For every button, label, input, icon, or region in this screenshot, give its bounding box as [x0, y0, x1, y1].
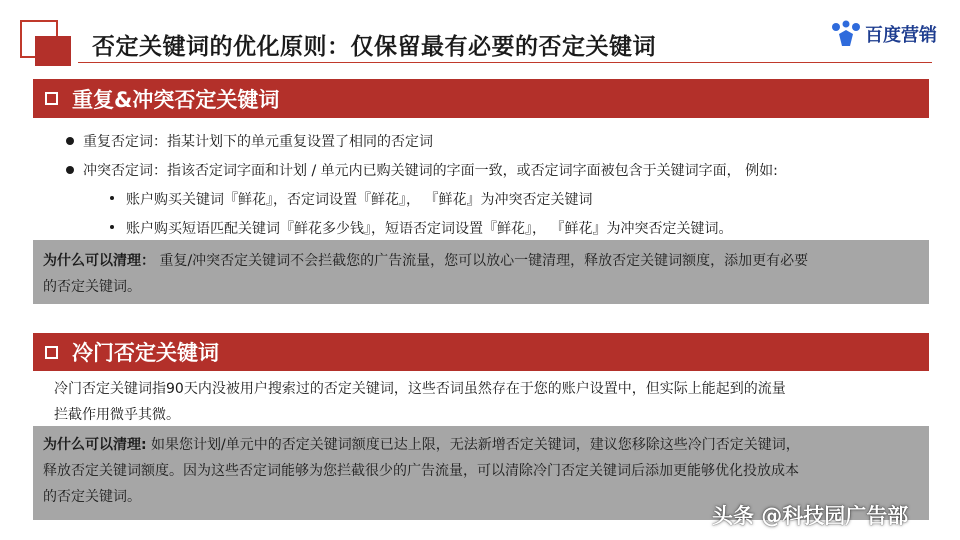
- sub-bullet-text: 账户购买短语匹配关键词『鲜花多少钱』，短语否定词设置『鲜花』， 『鲜花』为冲突否定关键词。: [126, 221, 733, 237]
- checkbox-square-icon: [45, 92, 58, 105]
- brand-logo: [830, 20, 937, 48]
- brand-name: 百度营销: [865, 25, 937, 46]
- bullet-icon: [66, 166, 74, 174]
- note-text: 重复/冲突否定关键词不会拦截您的广告流量，您可以放心一键清理，释放否定关键词额度，添加更有必要: [155, 253, 809, 269]
- note-label: 为什么可以清理:: [43, 437, 147, 453]
- baidu-marketing-logo-icon: [830, 20, 862, 48]
- section-heading: 重复&冲突否定关键词: [72, 87, 280, 112]
- bullet-icon: [66, 137, 74, 145]
- section-header-cold: [33, 333, 929, 371]
- section-header-duplicate-conflict: [33, 79, 929, 118]
- list-item: [110, 189, 592, 209]
- corner-decoration-fill: [35, 36, 71, 66]
- note-text: 如果您计划/单元中的否定关键词额度已达上限，无法新增否定关键词，建议您移除这些冷门否定关键词，: [146, 437, 800, 453]
- checkbox-square-icon: [45, 346, 58, 359]
- note-label: 为什么可以清理：: [43, 253, 155, 269]
- watermark: 头条 @科技园广告部: [712, 504, 909, 528]
- sub-bullet-icon: [110, 225, 114, 229]
- list-item: [66, 131, 433, 151]
- bullet-text: 冲突否定词：指该否定词字面和计划 / 单元内已购关键词的字面一致，或否定词字面被包含于关键词字面， 例如:: [83, 163, 778, 179]
- list-item: [66, 160, 778, 180]
- note-text: 释放否定关键词额度。因为这些否定词能够为您拦截很少的广告流量，可以清除冷门否定关键词后添加更能够优化投放成本: [43, 463, 799, 479]
- title-divider: [78, 62, 932, 63]
- description-line: 拦截作用微乎其微。: [54, 407, 180, 423]
- list-item: [110, 218, 732, 238]
- note-box-duplicate-conflict: [33, 240, 929, 304]
- page-title: 否定关键词的优化原则：仅保留最有必要的否定关键词: [92, 34, 656, 60]
- sub-bullet-text: 账户购买关键词『鲜花』，否定词设置『鲜花』， 『鲜花』为冲突否定关键词: [126, 192, 593, 208]
- sub-bullet-icon: [110, 196, 114, 200]
- note-text: 的否定关键词。: [43, 489, 141, 505]
- note-text: 的否定关键词。: [43, 279, 141, 295]
- description-line: 冷门否定关键词指90天内没被用户搜索过的否定关键词，这些否词虽然存在于您的账户设置中，但实际上能起到的流量: [54, 381, 786, 397]
- section-heading: 冷门否定关键词: [72, 341, 219, 365]
- bullet-text: 重复否定词：指某计划下的单元重复设置了相同的否定词: [83, 134, 433, 150]
